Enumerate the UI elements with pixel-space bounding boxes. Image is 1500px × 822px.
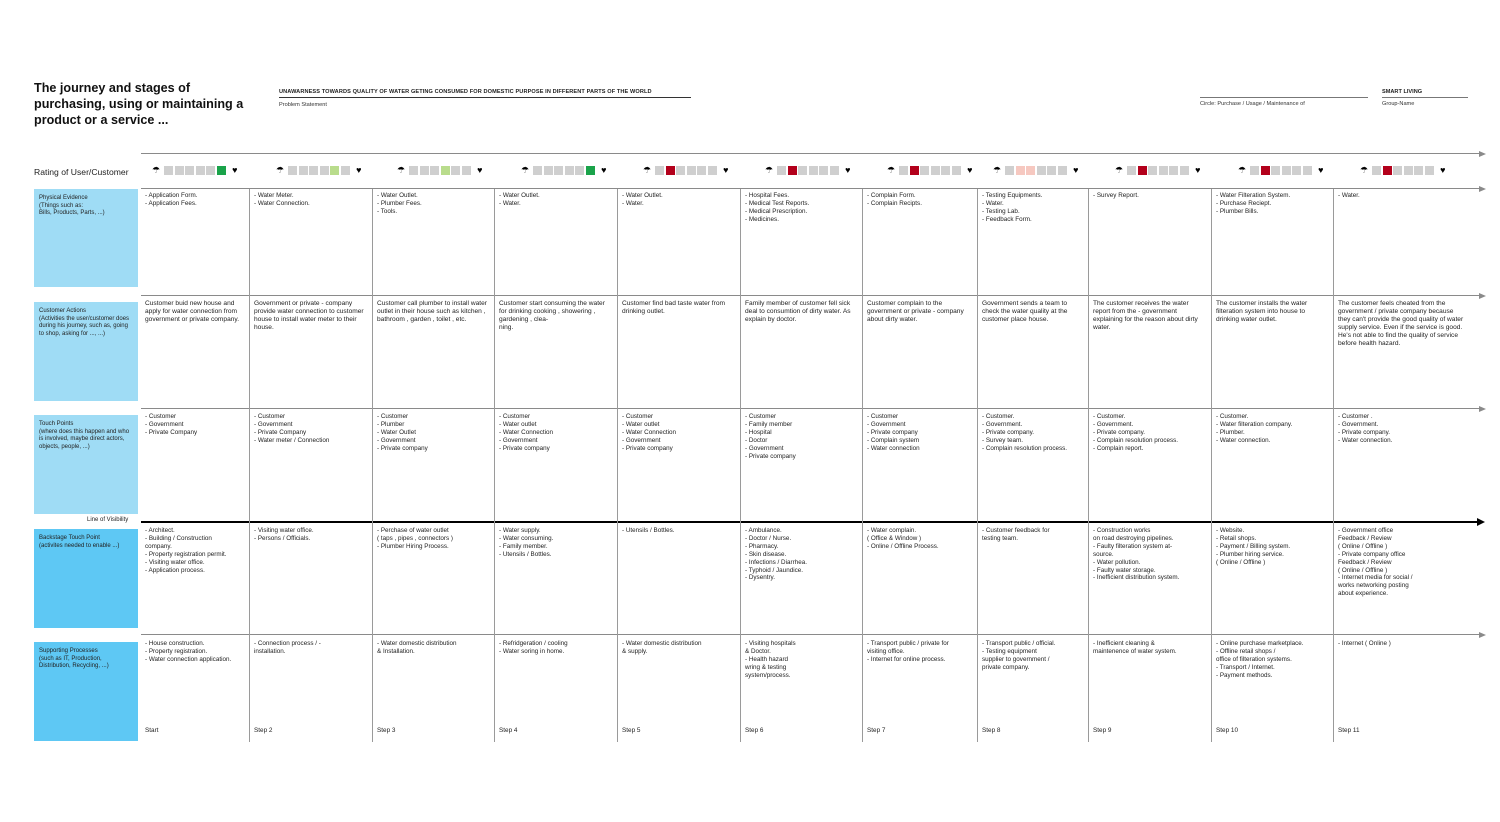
- sad-cloud-icon: ☂: [397, 165, 406, 175]
- rating-square: [544, 166, 553, 175]
- arrow-right-icon: [1479, 186, 1486, 192]
- actions-cell: The customer receives the water report from the - government explaining for the reason about dirty water.: [1093, 300, 1198, 331]
- rating-square: [1180, 166, 1189, 175]
- step-label: Step 2: [254, 727, 273, 734]
- lane-header: [34, 189, 138, 287]
- physical-cell: - Water Outlet. - Water.: [622, 192, 663, 207]
- sad-cloud-icon: ☂: [1360, 165, 1369, 175]
- sad-cloud-icon: ☂: [521, 165, 530, 175]
- rating-scale: [765, 165, 850, 176]
- rating-square: [1005, 166, 1014, 175]
- rating-square: [1026, 166, 1035, 175]
- rating-square: [420, 166, 429, 175]
- touch-cell: - Customer. - Government. - Private company. - Survey team. - Complain resolution process.: [982, 413, 1068, 452]
- rating-square: [1372, 166, 1381, 175]
- lane-header: [34, 642, 138, 741]
- rating-square: [533, 166, 542, 175]
- rating-square: [320, 166, 329, 175]
- rating-square: [309, 166, 318, 175]
- actions-cell: Customer buid new house and apply for water connection from government or private company.: [145, 300, 240, 323]
- rating-square: [1282, 166, 1291, 175]
- support-cell: - House construction. - Property registration. - Water connection application.: [145, 640, 232, 663]
- arrow-right-icon: [1479, 151, 1486, 157]
- lane-divider: [141, 408, 1479, 409]
- touch-cell: - Customer - Government - Private Company: [145, 413, 198, 436]
- lane-divider: [141, 634, 1479, 635]
- support-cell: - Internet ( Online ): [1338, 640, 1391, 647]
- step-label: Step 4: [499, 727, 518, 734]
- rating-square: [1058, 166, 1067, 175]
- group-name-label: Group-Name: [1382, 101, 1415, 107]
- rating-square: [899, 166, 908, 175]
- rating-square: [565, 166, 574, 175]
- rating-square: [586, 166, 595, 175]
- rating-square: [1261, 166, 1270, 175]
- rating-square: [830, 166, 839, 175]
- support-cell: - Transport public / official. - Testing equipment supplier to government / private company.: [982, 640, 1056, 671]
- touch-cell: - Customer - Family member - Hospital - Doctor - Government - Private company: [745, 413, 796, 460]
- step-label: Step 10: [1216, 727, 1239, 734]
- backstage-cell: - Construction works on road destroying pipelines. - Faulty filteration system at- source. - Water pollution. - Faulty water storage. - Inefficient distribution system.: [1093, 527, 1180, 582]
- page-title: The journey and stages of purchasing, using or maintaining a product or a service ...: [34, 81, 244, 127]
- rating-square: [441, 166, 450, 175]
- group-name: SMART LIVING: [1382, 89, 1468, 98]
- column-divider: [617, 189, 618, 742]
- rating-square: [920, 166, 929, 175]
- rating-square: [1303, 166, 1312, 175]
- rating-square: [409, 166, 418, 175]
- rating-square: [299, 166, 308, 175]
- actions-cell: Government sends a team to check the water quality at the customer place house.: [982, 300, 1068, 323]
- rating-square: [1138, 166, 1147, 175]
- heart-icon: ♥: [601, 165, 607, 175]
- rating-square: [1393, 166, 1402, 175]
- rating-square: [1037, 166, 1046, 175]
- column-divider: [1211, 189, 1212, 742]
- rating-square: [1127, 166, 1136, 175]
- touch-cell: - Customer - Plumber - Water Outlet - Government - Private company: [377, 413, 428, 452]
- rating-square: [164, 166, 173, 175]
- heart-icon: ♥: [723, 165, 729, 175]
- physical-cell: - Water Outlet. - Water.: [499, 192, 540, 207]
- heart-icon: ♥: [232, 165, 238, 175]
- rating-scale: [643, 165, 728, 176]
- heart-icon: ♥: [1440, 165, 1446, 175]
- sad-cloud-icon: ☂: [1115, 165, 1124, 175]
- rating-scale: [887, 165, 972, 176]
- physical-cell: - Water Meter. - Water Connection.: [254, 192, 310, 207]
- rating-square: [217, 166, 226, 175]
- rating-square: [1159, 166, 1168, 175]
- backstage-cell: - Water supply. - Water consuming. - Family member. - Utensils / Bottles.: [499, 527, 554, 558]
- step-label: Step 5: [622, 727, 641, 734]
- problem-statement-label: Problem Statement: [279, 102, 327, 108]
- sad-cloud-icon: ☂: [276, 165, 285, 175]
- backstage-cell: - Government office Feedback / Review ( Online / Offline ) - Private company office Feedback / Review ( Online / Offline ) - Internet media for social / works networking posting about experience.: [1338, 527, 1413, 598]
- rating-square: [788, 166, 797, 175]
- lane-title: Supporting Processes: [39, 648, 98, 654]
- arrow-right-icon: [1479, 632, 1486, 638]
- step-label: Step 11: [1338, 727, 1360, 734]
- circle-block: [1200, 97, 1368, 107]
- backstage-cell: - Visiting water office. - Persons / Officials.: [254, 527, 314, 542]
- touch-cell: - Customer. - Government. - Private company. - Complain resolution process. - Complain report.: [1093, 413, 1179, 452]
- rating-square: [1414, 166, 1423, 175]
- rating-square: [1250, 166, 1259, 175]
- lane-divider: [141, 295, 1479, 296]
- step-label: Step 3: [377, 727, 396, 734]
- lane-description: (where does this happen and who is involved, maybe direct actors, objects, people, ...): [39, 428, 130, 450]
- column-divider: [1088, 189, 1089, 742]
- step-label: Step 9: [1093, 727, 1112, 734]
- touch-cell: - Customer - Government - Private company - Complain system - Water connection: [867, 413, 920, 452]
- support-cell: - Refridgeration / cooling - Water soring in home.: [499, 640, 568, 655]
- rating-square: [451, 166, 460, 175]
- rating-square: [809, 166, 818, 175]
- rating-square: [952, 166, 961, 175]
- lane-description: (Things such as: Bills, Products, Parts, ...): [39, 202, 105, 217]
- sad-cloud-icon: ☂: [993, 165, 1002, 175]
- heart-icon: ♥: [356, 165, 362, 175]
- rating-square: [666, 166, 675, 175]
- rating-square: [1047, 166, 1056, 175]
- support-cell: - Online purchase marketplace. - Offline retail shops / office of filteration systems. - Transport / Internet. - Payment methods.: [1216, 640, 1304, 679]
- column-divider: [372, 189, 373, 742]
- lane-description: (such as IT, Production, Distribution, Recycling, ...): [39, 655, 109, 670]
- physical-cell: - Hospital Fees. - Medical Test Reports. - Medical Prescription. - Medicines.: [745, 192, 810, 223]
- rating-square: [931, 166, 940, 175]
- rating-square: [196, 166, 205, 175]
- physical-cell: - Complain Form. - Complain Recipts.: [867, 192, 922, 207]
- actions-cell: Customer start consuming the water for drinking cooking , showering , gardening , clea- ning.: [499, 300, 605, 331]
- heart-icon: ♥: [967, 165, 973, 175]
- rating-square: [1271, 166, 1280, 175]
- rating-square: [341, 166, 350, 175]
- rating-square: [1404, 166, 1413, 175]
- lane-description: (activites needed to enable ...): [39, 542, 120, 549]
- lane-title: Backstage Touch Point: [39, 535, 100, 541]
- backstage-cell: - Ambulance. - Doctor / Nurse. - Pharmacy. - Skin disease. - Infections / Diarrhea. - Typhoid / Jaundice. - Dysentry.: [745, 527, 807, 582]
- rating-square: [687, 166, 696, 175]
- lane-description: (Activities the user/customer does during his journey, such as, going to shop, asking for ..., ...): [39, 315, 130, 337]
- rating-scale: [276, 165, 361, 176]
- rating-square: [676, 166, 685, 175]
- column-divider: [977, 189, 978, 742]
- lane-title: Customer Actions: [39, 308, 87, 314]
- touch-cell: - Customer - Water outlet - Water Connection - Government - Private company: [622, 413, 677, 452]
- sad-cloud-icon: ☂: [1238, 165, 1247, 175]
- actions-cell: Customer complain to the government or private - company about dirty water.: [867, 300, 964, 323]
- backstage-cell: - Utensils / Bottles.: [622, 527, 675, 534]
- rating-square: [206, 166, 215, 175]
- rating-square: [288, 166, 297, 175]
- line-of-visibility-label: Line of Visibility: [87, 517, 129, 523]
- physical-cell: - Testing Equipments. - Water. - Testing Lab. - Feedback Form.: [982, 192, 1043, 223]
- rating-scale: [152, 165, 237, 176]
- lane-title: Physical Evidence: [39, 195, 88, 201]
- lane-title: Touch Points: [39, 421, 74, 427]
- lane-header: [34, 529, 138, 628]
- backstage-cell: - Website. - Retail shops. - Payment / Billing system. - Plumber hiring service. ( Online / Offline ): [1216, 527, 1291, 566]
- column-divider: [494, 189, 495, 742]
- arrow-right-icon: [1477, 518, 1485, 526]
- lane-header: [34, 415, 138, 514]
- rating-scale: [993, 165, 1078, 176]
- rating-square: [1383, 166, 1392, 175]
- actions-cell: Government or private - company provide water connection to customer house to install water meter to their house.: [254, 300, 364, 331]
- support-cell: - Water domestic distribution & Installation.: [377, 640, 457, 655]
- rating-square: [1169, 166, 1178, 175]
- heart-icon: ♥: [1318, 165, 1324, 175]
- rating-label: Rating of User/Customer: [34, 167, 129, 177]
- rating-scale: [1115, 165, 1200, 176]
- support-cell: - Connection process / - installation.: [254, 640, 321, 655]
- sad-cloud-icon: ☂: [887, 165, 896, 175]
- step-label: Start: [145, 727, 159, 734]
- lane-divider: [141, 188, 1479, 189]
- step-label: Step 7: [867, 727, 886, 734]
- actions-cell: Customer find bad taste water from drinking outlet.: [622, 300, 725, 315]
- actions-cell: The customer installs the water filteration system into house to drinking water outlet.: [1216, 300, 1308, 323]
- rating-square: [1292, 166, 1301, 175]
- backstage-cell: - Water complain. ( Office & Window ) - Online / Offline Process.: [867, 527, 939, 550]
- arrow-right-icon: [1479, 293, 1486, 299]
- circle-label: Circle: Purchase / Usage / Maintenance of: [1200, 101, 1305, 107]
- rating-square: [1016, 166, 1025, 175]
- problem-statement-block: [279, 89, 691, 108]
- rating-scale: [1238, 165, 1323, 176]
- rating-square: [430, 166, 439, 175]
- physical-cell: - Application Form. - Application Fees.: [145, 192, 198, 207]
- actions-cell: The customer feels cheated from the government / private company because they can't provide the good quality of water supply service. Even if the service is good. He's not able to find the quality of service before health hazard.: [1338, 300, 1464, 347]
- backstage-cell: - Architect. - Building / Construction company. - Property registration permit. - Visiting water office. - Application process.: [145, 527, 227, 574]
- step-label: Step 8: [982, 727, 1001, 734]
- column-divider: [249, 189, 250, 742]
- rating-square: [819, 166, 828, 175]
- physical-cell: - Water Filteration System. - Purchase Reciept. - Plumber Bills.: [1216, 192, 1291, 215]
- support-cell: - Visiting hospitals & Doctor. - Health hazard wring & testing system/process.: [745, 640, 796, 679]
- line-of-visibility: [141, 521, 1479, 523]
- rating-square: [175, 166, 184, 175]
- touch-cell: - Customer - Water outlet - Water Connection - Government - Private company: [499, 413, 554, 452]
- rating-square: [798, 166, 807, 175]
- problem-statement: UNAWARNESS TOWARDS QUALITY OF WATER GETING CONSUMED FOR DOMESTIC PURPOSE IN DIFFERENT PARTS OF THE WORLD: [279, 89, 691, 98]
- rating-square: [697, 166, 706, 175]
- support-cell: - Inefficient cleaning & maintenence of water system.: [1093, 640, 1177, 655]
- arrow-right-icon: [1479, 406, 1486, 412]
- rating-square: [910, 166, 919, 175]
- lane-header: [34, 302, 138, 401]
- touch-cell: - Customer . - Government. - Private company. - Water connection.: [1338, 413, 1393, 444]
- touch-cell: - Customer. - Water filteration company. - Plumber. - Water connection.: [1216, 413, 1293, 444]
- sad-cloud-icon: ☂: [765, 165, 774, 175]
- rating-square: [1148, 166, 1157, 175]
- column-divider: [740, 189, 741, 742]
- rating-square: [462, 166, 471, 175]
- physical-cell: - Survey Report.: [1093, 192, 1139, 199]
- rating-square: [941, 166, 950, 175]
- rating-square: [575, 166, 584, 175]
- group-block: [1382, 89, 1468, 107]
- support-cell: - Water domestic distribution & supply.: [622, 640, 702, 655]
- rating-square: [1425, 166, 1434, 175]
- step-label: Step 6: [745, 727, 764, 734]
- actions-cell: Customer call plumber to install water outlet in their house such as kitchen , bathroom , garden , toilet , etc.: [377, 300, 487, 323]
- backstage-cell: - Perchase of water outlet ( taps , pipes , connectors ) - Plumber Hiring Process.: [377, 527, 453, 550]
- rating-scale: [397, 165, 482, 176]
- actions-cell: Family member of customer fell sick deal to consumtion of dirty water. As explain by doctor.: [745, 300, 851, 323]
- rating-square: [655, 166, 664, 175]
- lane-divider: [141, 153, 1479, 154]
- backstage-cell: - Customer feedback for testing team.: [982, 527, 1050, 542]
- heart-icon: ♥: [1195, 165, 1201, 175]
- rating-square: [777, 166, 786, 175]
- column-divider: [862, 189, 863, 742]
- heart-icon: ♥: [845, 165, 851, 175]
- rating-square: [185, 166, 194, 175]
- column-divider: [1333, 189, 1334, 742]
- rating-scale: [521, 165, 606, 176]
- rating-square: [330, 166, 339, 175]
- rating-scale: [1360, 165, 1445, 176]
- heart-icon: ♥: [1073, 165, 1079, 175]
- physical-cell: - Water Outlet. - Plumber Fees. - Tools.: [377, 192, 422, 215]
- support-cell: - Transport public / private for visiting office. - Internet for online process.: [867, 640, 949, 663]
- physical-cell: - Water.: [1338, 192, 1360, 199]
- rating-square: [554, 166, 563, 175]
- sad-cloud-icon: ☂: [152, 165, 161, 175]
- heart-icon: ♥: [477, 165, 483, 175]
- rating-square: [708, 166, 717, 175]
- sad-cloud-icon: ☂: [643, 165, 652, 175]
- touch-cell: - Customer - Government - Private Company - Water meter / Connection: [254, 413, 330, 444]
